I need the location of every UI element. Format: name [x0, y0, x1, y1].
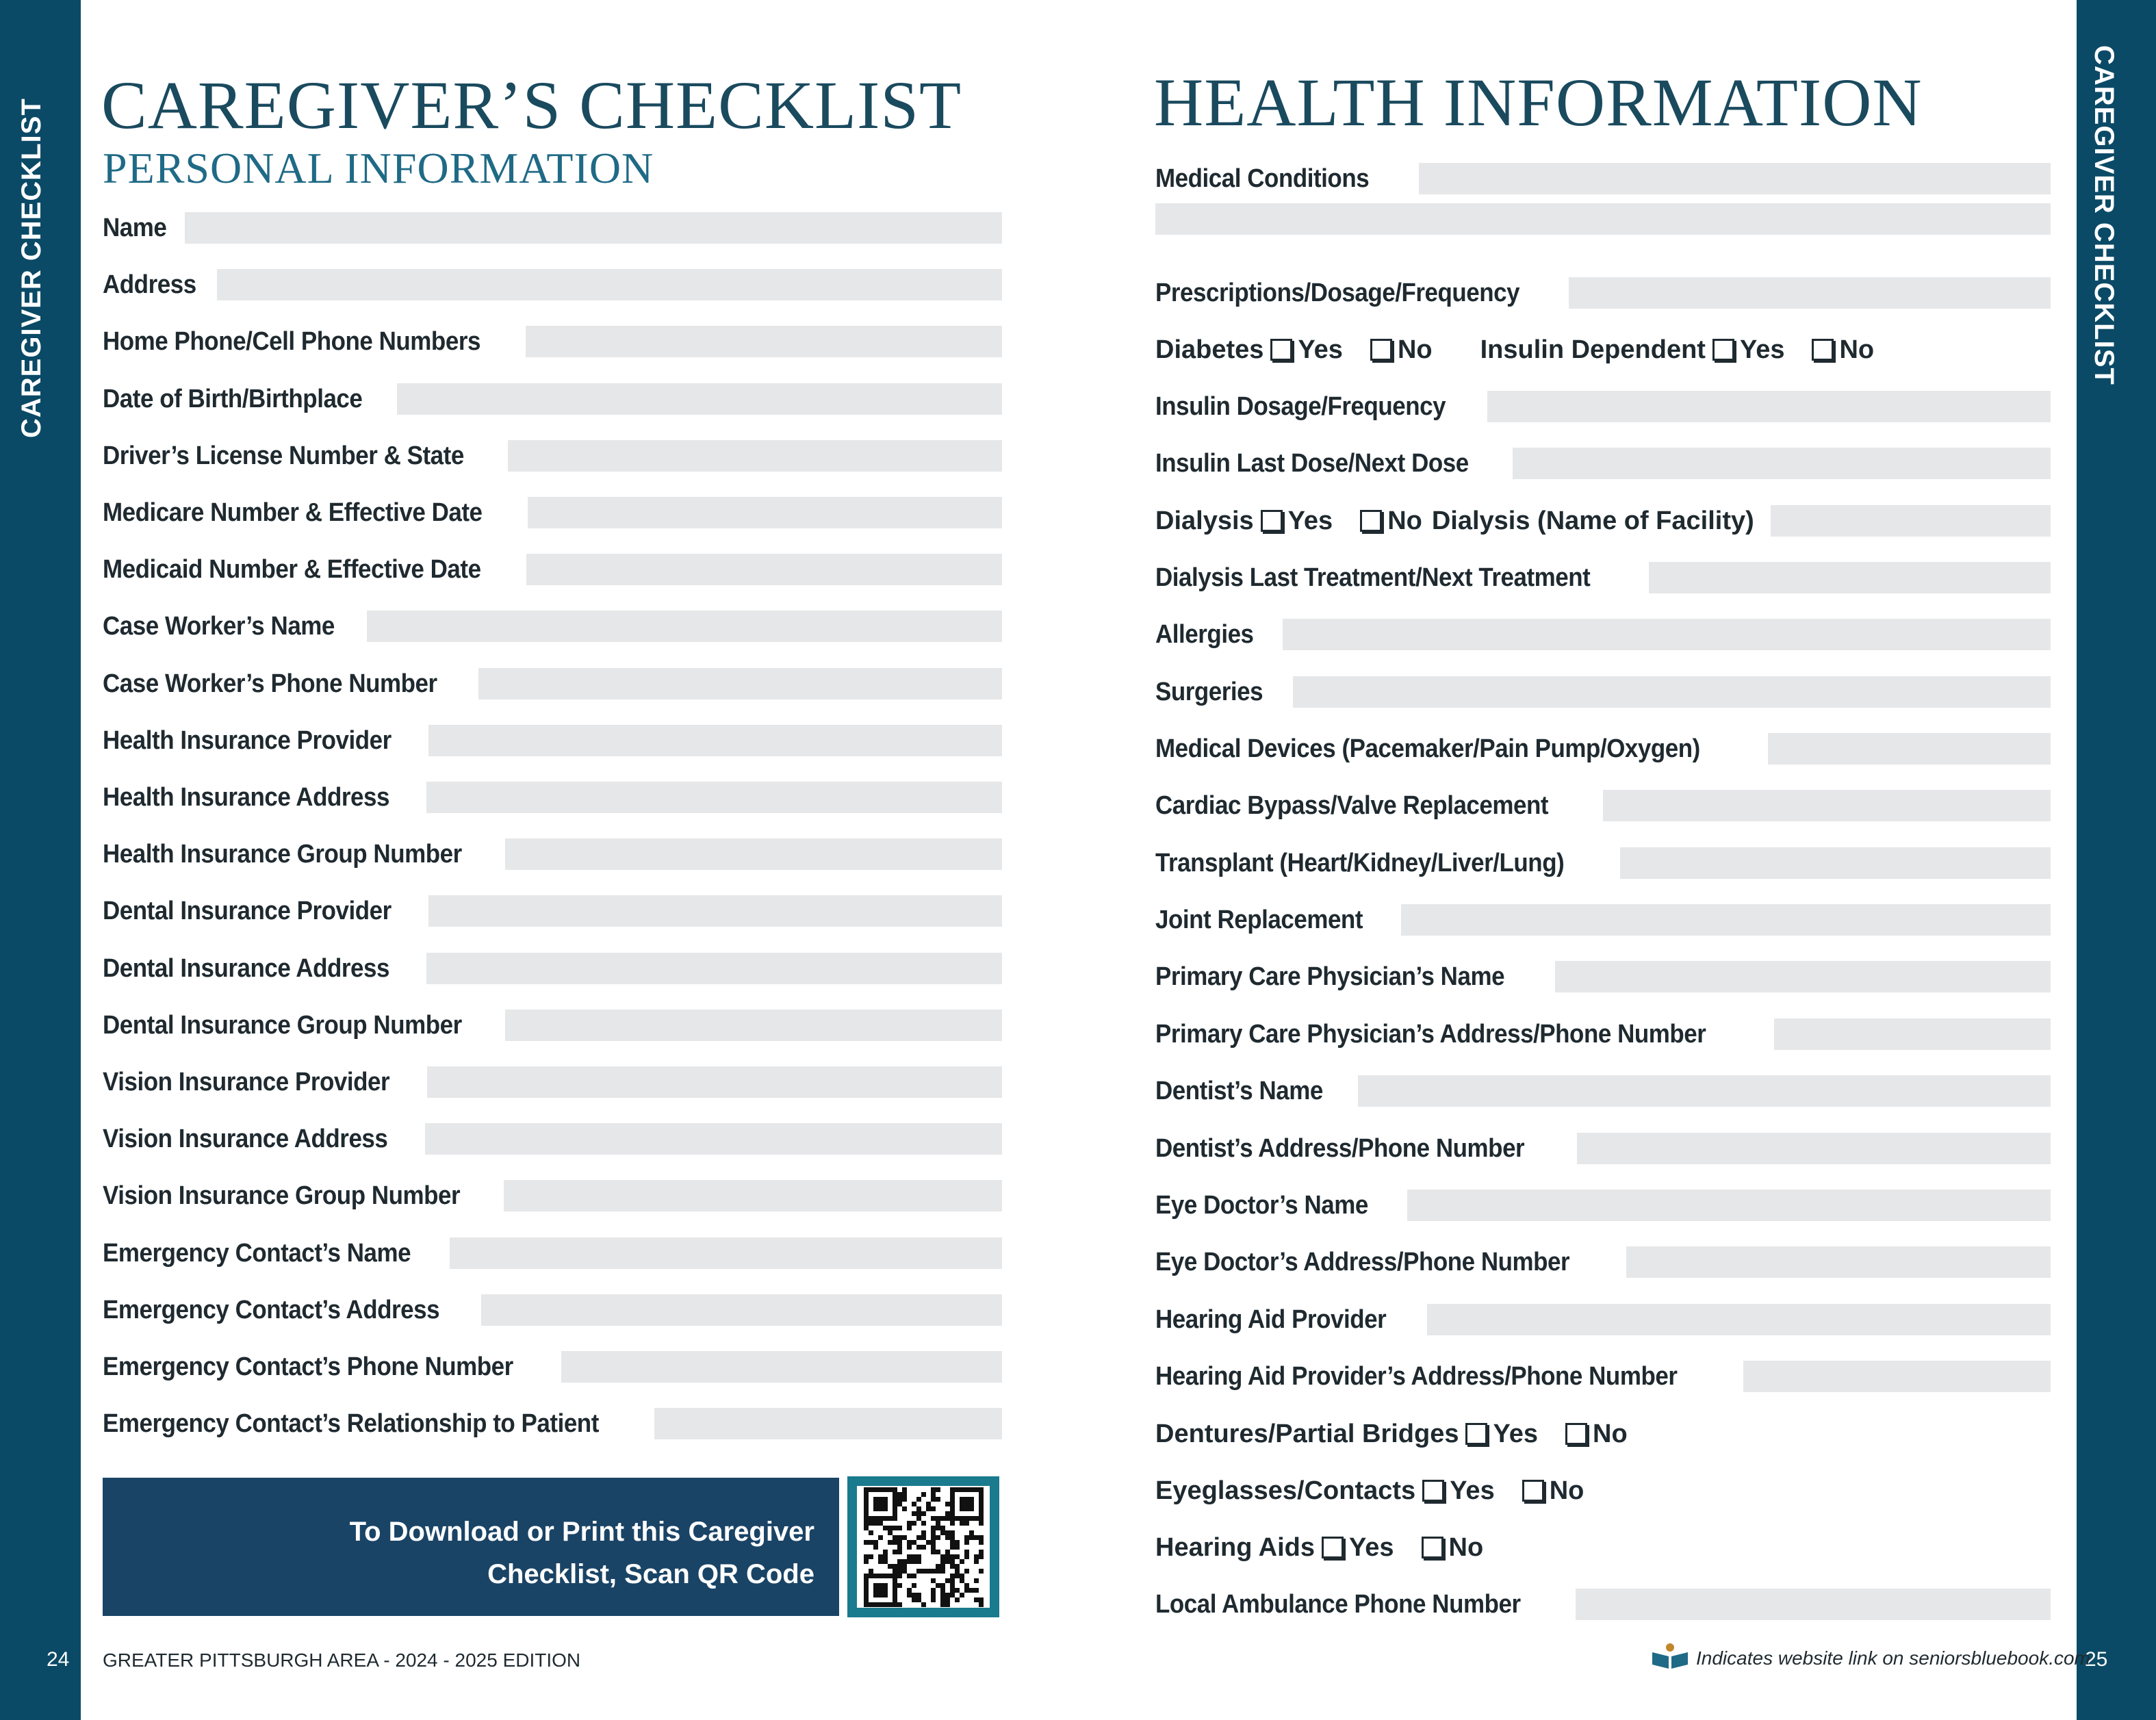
prescriptions-field[interactable] — [1569, 277, 2051, 309]
personal-field-input[interactable] — [478, 668, 1002, 699]
page-number-right: 25 — [2085, 1648, 2108, 1671]
page-title-left: CAREGIVER’S CHECKLIST — [101, 67, 962, 143]
ambulance-label: Local Ambulance Phone Number — [1155, 1589, 1521, 1619]
insulin-no-label: No — [1839, 335, 1875, 364]
personal-field-row — [103, 665, 1002, 703]
personal-field-row — [103, 1120, 1002, 1158]
hearing-aids-no-label: No — [1448, 1532, 1484, 1562]
qr-code-graphic — [857, 1486, 990, 1608]
health-field-input[interactable] — [1358, 1075, 2051, 1107]
personal-field-label: Emergency Contact’s Phone Number — [103, 1352, 513, 1381]
medical-conditions-row — [1155, 159, 2051, 198]
personal-field-row — [103, 1006, 1002, 1044]
personal-field-row — [103, 1063, 1002, 1101]
personal-field-row — [103, 209, 1002, 247]
insulin-dosage-label: Insulin Dosage/Frequency — [1155, 392, 1446, 421]
health-field-input[interactable] — [1603, 790, 2051, 821]
insulin-dosage-row — [1155, 387, 2051, 426]
personal-field-input[interactable] — [427, 1066, 1002, 1098]
personal-field-label: Emergency Contact’s Address — [103, 1295, 440, 1324]
personal-field-label: Health Insurance Group Number — [103, 839, 462, 869]
dentures-yes-checkbox[interactable] — [1465, 1423, 1487, 1445]
health-field-label: Allergies — [1155, 619, 1254, 649]
health-field-row — [1155, 1072, 2051, 1110]
health-field-label: Cardiac Bypass/Valve Replacement — [1155, 791, 1549, 820]
health-field-row — [1155, 1186, 2051, 1224]
personal-field-label: Case Worker’s Phone Number — [103, 669, 437, 698]
personal-field-input[interactable] — [426, 782, 1002, 813]
health-field-input[interactable] — [1768, 733, 2051, 765]
health-field-row — [1155, 786, 2051, 825]
health-field-label: Eye Doctor’s Name — [1155, 1190, 1368, 1220]
personal-field-input[interactable] — [526, 326, 1002, 357]
dentures-no-label: No — [1593, 1419, 1628, 1448]
health-field-label: Medical Devices (Pacemaker/Pain Pump/Oxygen) — [1155, 734, 1700, 763]
personal-field-label: Date of Birth/Birthplace — [103, 384, 363, 413]
health-field-label: Surgeries — [1155, 677, 1263, 706]
prescriptions-label: Prescriptions/Dosage/Frequency — [1155, 278, 1520, 307]
page-number-left: 24 — [47, 1648, 70, 1671]
personal-field-label: Emergency Contact’s Relationship to Patient — [103, 1409, 599, 1438]
personal-field-input[interactable] — [367, 611, 1002, 642]
personal-field-row — [103, 380, 1002, 418]
insulin-yes-label: Yes — [1739, 335, 1785, 364]
personal-field-input[interactable] — [450, 1237, 1002, 1269]
health-field-input[interactable] — [1626, 1246, 2051, 1278]
health-field-label: Primary Care Physician’s Name — [1155, 962, 1505, 991]
personal-field-input[interactable] — [505, 1010, 1002, 1041]
personal-field-input[interactable] — [528, 497, 1002, 528]
personal-field-input[interactable] — [426, 953, 1002, 984]
qr-code-icon[interactable] — [847, 1476, 999, 1617]
hearing-aids-yes-label: Yes — [1348, 1532, 1394, 1562]
health-field-row — [1155, 615, 2051, 654]
left-side-label: CAREGIVER CHECKLIST — [16, 98, 47, 438]
personal-field-row — [103, 949, 1002, 988]
personal-field-label: Medicaid Number & Effective Date — [103, 554, 481, 584]
hearing-aids-row — [1155, 1528, 2051, 1567]
website-link-text: Indicates website link on seniorsbluebook.com — [1696, 1647, 2090, 1669]
medical-conditions-field-2[interactable] — [1155, 203, 2051, 235]
health-field-row — [1155, 901, 2051, 939]
dialysis-facility-label: Dialysis (Name of Facility) — [1431, 506, 1754, 535]
health-field-label: Dentist’s Address/Phone Number — [1155, 1133, 1525, 1163]
personal-field-input[interactable] — [561, 1351, 1002, 1383]
insulin-last-row — [1155, 444, 2051, 483]
ambulance-field[interactable] — [1576, 1589, 2051, 1620]
health-field-input[interactable] — [1427, 1304, 2051, 1335]
personal-field-input[interactable] — [425, 1123, 1002, 1155]
personal-field-row — [103, 721, 1002, 760]
download-banner — [103, 1478, 839, 1616]
health-field-row — [1155, 1129, 2051, 1168]
health-field-row — [1155, 730, 2051, 768]
personal-field-row — [103, 1291, 1002, 1329]
hearing-aids-no-checkbox[interactable] — [1422, 1537, 1443, 1558]
diabetes-yes-checkbox[interactable] — [1270, 339, 1292, 361]
insulin-last-field[interactable] — [1513, 448, 2051, 479]
health-field-row — [1155, 844, 2051, 882]
personal-field-input[interactable] — [481, 1294, 1002, 1326]
personal-field-label: Home Phone/Cell Phone Numbers — [103, 326, 480, 356]
dentures-label: Dentures/Partial Bridges — [1155, 1419, 1459, 1448]
personal-field-label: Health Insurance Address — [103, 782, 389, 812]
eyeglasses-row — [1155, 1472, 2051, 1510]
insulin-dependent-label: Insulin Dependent — [1480, 335, 1706, 364]
personal-field-label: Dental Insurance Provider — [103, 896, 392, 925]
dentures-yes-label: Yes — [1493, 1419, 1539, 1448]
personal-field-input[interactable] — [504, 1180, 1002, 1211]
medical-conditions-field[interactable] — [1419, 163, 2051, 194]
personal-field-row — [103, 892, 1002, 930]
personal-field-input[interactable] — [397, 383, 1002, 415]
personal-field-row — [103, 1234, 1002, 1272]
eyeglasses-no-label: No — [1549, 1476, 1584, 1505]
personal-field-row — [103, 1177, 1002, 1215]
health-field-label: Eye Doctor’s Address/Phone Number — [1155, 1247, 1570, 1276]
dialysis-facility-field[interactable] — [1771, 505, 2051, 537]
prescriptions-row — [1155, 274, 2051, 312]
health-field-input[interactable] — [1774, 1018, 2051, 1050]
personal-field-label: Name — [103, 213, 167, 242]
personal-field-row — [103, 1348, 1002, 1386]
health-field-input[interactable] — [1577, 1133, 2051, 1164]
health-field-label: Joint Replacement — [1155, 905, 1363, 934]
personal-field-label: Dental Insurance Group Number — [103, 1010, 462, 1040]
health-field-label: Hearing Aid Provider — [1155, 1305, 1387, 1334]
book-icon — [1651, 1643, 1689, 1673]
dentures-no-checkbox[interactable] — [1565, 1423, 1587, 1445]
diabetes-no-label: No — [1397, 335, 1433, 364]
personal-field-label: Vision Insurance Address — [103, 1124, 388, 1153]
page-title-right: HEALTH INFORMATION — [1154, 64, 1923, 140]
health-field-input[interactable] — [1283, 619, 2051, 650]
health-field-row — [1155, 1357, 2051, 1396]
personal-field-row — [103, 1404, 1002, 1443]
diabetes-row — [1155, 331, 2051, 369]
dialysis-no-label: No — [1387, 506, 1422, 535]
right-side-label: CAREGIVER CHECKLIST — [2089, 45, 2119, 385]
health-field-input[interactable] — [1743, 1361, 2051, 1392]
hearing-aids-label: Hearing Aids — [1155, 1532, 1315, 1562]
health-field-row — [1155, 673, 2051, 711]
dialysis-yes-checkbox[interactable] — [1261, 510, 1283, 532]
personal-field-input[interactable] — [428, 895, 1002, 927]
health-field-row — [1155, 1300, 2051, 1339]
eyeglasses-label: Eyeglasses/Contacts — [1155, 1476, 1416, 1505]
health-field-input[interactable] — [1293, 676, 2051, 708]
eyeglasses-yes-label: Yes — [1450, 1476, 1495, 1505]
health-field-input[interactable] — [1555, 961, 2051, 992]
personal-field-label: Address — [103, 270, 196, 299]
banner-line-2: Checklist, Scan QR Code — [487, 1559, 814, 1589]
health-field-input[interactable] — [1401, 904, 2051, 936]
personal-field-label: Vision Insurance Group Number — [103, 1181, 461, 1210]
banner-line-1: To Download or Print this Caregiver — [349, 1517, 814, 1547]
personal-field-input[interactable] — [185, 212, 1003, 244]
dialysis-row — [1155, 502, 2051, 540]
insulin-yes-checkbox[interactable] — [1712, 339, 1734, 361]
health-field-label: Transplant (Heart/Kidney/Liver/Lung) — [1155, 848, 1565, 877]
personal-field-input[interactable] — [428, 725, 1002, 756]
dentures-row — [1155, 1415, 2051, 1453]
personal-field-row — [103, 266, 1002, 304]
personal-field-input[interactable] — [654, 1408, 1002, 1439]
diabetes-label: Diabetes — [1155, 335, 1264, 364]
personal-field-input[interactable] — [508, 440, 1002, 472]
personal-field-label: Case Worker’s Name — [103, 611, 335, 641]
personal-field-row — [103, 550, 1002, 589]
personal-field-input[interactable] — [217, 269, 1002, 300]
personal-field-row — [103, 778, 1002, 817]
section-subtitle: PERSONAL INFORMATION — [103, 144, 654, 192]
personal-field-label: Vision Insurance Provider — [103, 1067, 390, 1096]
personal-field-input[interactable] — [526, 554, 1002, 585]
personal-field-label: Health Insurance Provider — [103, 726, 392, 755]
insulin-last-label: Insulin Last Dose/Next Dose — [1155, 448, 1469, 478]
health-field-input[interactable] — [1407, 1190, 2051, 1221]
eyeglasses-no-checkbox[interactable] — [1522, 1480, 1544, 1502]
medical-conditions-label: Medical Conditions — [1155, 164, 1370, 193]
personal-field-input[interactable] — [505, 838, 1002, 870]
website-link-legend — [1651, 1643, 2090, 1673]
health-field-row — [1155, 559, 2051, 597]
personal-field-row — [103, 607, 1002, 645]
health-field-label: Dialysis Last Treatment/Next Treatment — [1155, 563, 1591, 592]
personal-field-label: Driver’s License Number & State — [103, 441, 464, 470]
dialysis-no-checkbox[interactable] — [1360, 510, 1382, 532]
hearing-aids-yes-checkbox[interactable] — [1322, 1537, 1344, 1558]
personal-field-label: Emergency Contact’s Name — [103, 1238, 411, 1268]
dialysis-label: Dialysis — [1155, 506, 1254, 535]
health-field-label: Hearing Aid Provider’s Address/Phone Number — [1155, 1361, 1678, 1391]
ambulance-row — [1155, 1585, 2051, 1623]
personal-field-row — [103, 437, 1002, 475]
health-field-input[interactable] — [1620, 847, 2051, 879]
insulin-no-checkbox[interactable] — [1812, 339, 1834, 361]
health-field-row — [1155, 1015, 2051, 1053]
insulin-dosage-field[interactable] — [1487, 391, 2051, 422]
health-field-row — [1155, 958, 2051, 996]
diabetes-no-checkbox[interactable] — [1370, 339, 1392, 361]
health-field-input[interactable] — [1649, 562, 2051, 593]
eyeglasses-yes-checkbox[interactable] — [1422, 1480, 1444, 1502]
personal-field-row — [103, 322, 1002, 361]
personal-field-row — [103, 493, 1002, 532]
personal-field-label: Dental Insurance Address — [103, 953, 389, 983]
health-field-row — [1155, 1243, 2051, 1281]
personal-field-row — [103, 835, 1002, 873]
health-field-label: Primary Care Physician’s Address/Phone Number — [1155, 1019, 1706, 1049]
diabetes-yes-label: Yes — [1298, 335, 1343, 364]
dialysis-yes-label: Yes — [1287, 506, 1333, 535]
health-field-label: Dentist’s Name — [1155, 1076, 1323, 1105]
personal-field-label: Medicare Number & Effective Date — [103, 498, 483, 527]
edition-footer: GREATER PITTSBURGH AREA - 2024 - 2025 EDITION — [103, 1650, 581, 1671]
